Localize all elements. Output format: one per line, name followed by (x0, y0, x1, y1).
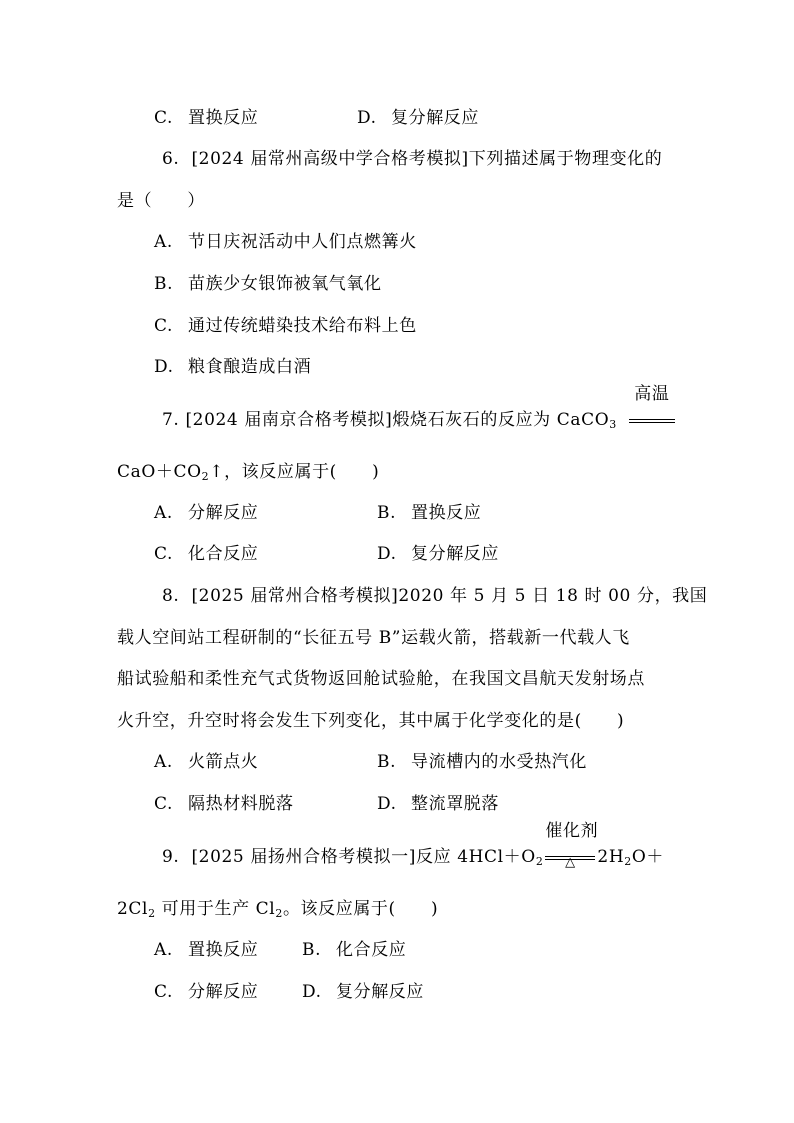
q9-option-b: B. 化合反应 (302, 940, 407, 960)
q7-stem-line1: 7. [2024 届南京合格考模拟]煅烧石灰石的反应为 CaCO$_3$ 高温 (162, 409, 675, 431)
q5-option-c: C. 置换反应 (154, 108, 259, 128)
q8-option-b: B. 导流槽内的水受热汽化 (377, 752, 587, 772)
q6-option-b: B. 苗族少女银饰被氧气氧化 (154, 274, 382, 294)
q7-option-c: C. 化合反应 (154, 544, 259, 564)
q6-option-d: D. 粮食酿造成白酒 (154, 357, 312, 377)
q9-stem-line1: 9. [2025 届扬州合格考模拟一]反应 $4HCl+O_2$ 催化剂 △ $2H_2O+$ (162, 821, 665, 870)
q6-number: 6. (162, 149, 180, 169)
q8-stem-line4: 火升空，升空时将会发生下列变化，其中属于化学变化的是( ) (117, 711, 625, 731)
q6-stem-line2: 是（ ） (117, 191, 205, 211)
q7-option-d: D. 复分解反应 (377, 544, 499, 564)
q6-option-c: C. 通过传统蜡染技术给布料上色 (154, 316, 417, 336)
q8-stem-line3: 船试验船和柔性充气式货物返回舱试验舱，在我国文昌航天发射场点 (117, 669, 645, 689)
q9-option-d: D. 复分解反应 (302, 982, 424, 1002)
q9-reaction-condition: 催化剂 △ (545, 821, 599, 870)
q8-stem-line2: 载人空间站工程研制的“长征五号 B”运载火箭，搭载新一代载人飞 (117, 628, 630, 648)
q9-stem-line2: $2Cl_2$ 可用于生产 $Cl_2$。该反应属于( ) (117, 899, 439, 920)
q7-option-b: B. 置换反应 (377, 503, 482, 523)
q8-option-c: C. 隔热材料脱落 (154, 794, 294, 814)
q9-option-c: C. 分解反应 (154, 982, 259, 1002)
q6-stem-line1: 6. [2024 届常州高级中学合格考模拟]下列描述属于物理变化的 (162, 149, 663, 169)
q7-stem-line2: $CaO+CO_2↑$，该反应属于( ) (117, 462, 380, 483)
q8-option-a: A. 火箭点火 (154, 752, 259, 772)
q8-stem-line1: 8. [2025 届常州合格考模拟]2020 年 5 月 5 日 18 时 00 分，我国 (162, 586, 708, 606)
q8-option-d: D. 整流罩脱落 (377, 794, 499, 814)
q6-option-a: A. 节日庆祝活动中人们点燃篝火 (154, 232, 417, 252)
q7-reaction-condition: 高温 (629, 409, 675, 431)
q6-source: [2024 届常州高级中学合格考模拟] (191, 149, 469, 169)
q7-option-a: A. 分解反应 (154, 503, 259, 523)
q9-option-a: A. 置换反应 (154, 940, 259, 960)
q5-option-d: D. 复分解反应 (357, 108, 479, 128)
